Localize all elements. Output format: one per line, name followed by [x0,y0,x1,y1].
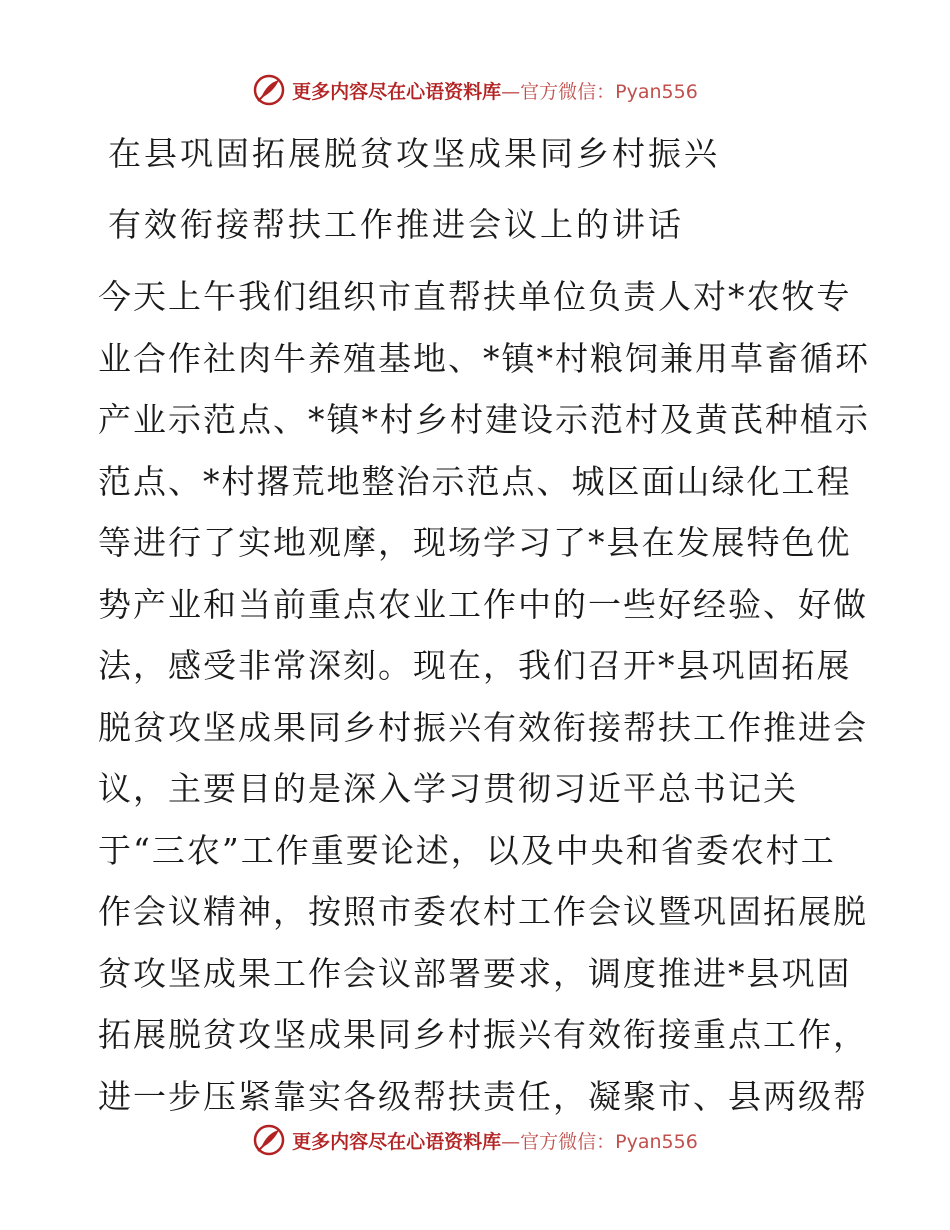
document-title-line-2: 有效衔接帮扶工作推进会议上的讲话 [108,205,684,244]
body-line: 业合作社肉牛养殖基地、*镇*村粮饲兼用草畜循环 [98,338,870,378]
body-line: 作会议精神，按照市委农村工作会议暨巩固拓展脱 [98,892,868,931]
body-line: 势产业和当前重点农业工作中的一些好经验、好做 [98,584,868,624]
body-line: 贫攻坚成果工作会议部署要求，调度推进*县巩固 [98,953,852,993]
body-line: 拓展脱贫攻坚成果同乡村振兴有效衔接重点工作， [98,1015,868,1054]
watermark-text [292,1127,698,1154]
watermark-brand: 更多内容尽在心语资料库 [292,1130,502,1153]
watermark-contact: 官方微信：Pyan556 [520,80,698,103]
watermark-brand: 更多内容尽在心语资料库 [292,80,502,103]
watermark-banner-top [0,70,950,110]
watermark-separator: — [501,1130,521,1153]
document-body [98,274,870,1135]
body-line: 于“三农”工作重要论述，以及中央和省委农村工 [98,830,836,870]
quill-logo-icon [252,1123,286,1157]
watermark-separator: — [501,80,521,103]
quill-logo-icon [252,73,286,107]
body-line: 今天上午我们组织市直帮扶单位负责人对*农牧专 [98,277,852,316]
body-line: 脱贫攻坚成果同乡村振兴有效衔接帮扶工作推进会 [98,707,868,747]
watermark-text [292,77,698,104]
body-line: 范点、*村撂荒地整治示范点、城区面山绿化工程 [98,461,852,501]
body-line: 等进行了实地观摩，现场学习了*县在发展特色优 [98,523,852,562]
body-line: 法，感受非常深刻。现在，我们召开*县巩固拓展 [98,646,852,685]
body-line: 产业示范点、*镇*村乡村建设示范村及黄芪种植示 [98,400,870,439]
document-title-line-1: 在县巩固拓展脱贫攻坚成果同乡村振兴 [108,134,720,173]
watermark-contact: 官方微信：Pyan556 [520,1130,698,1153]
body-line: 进一步压紧靠实各级帮扶责任，凝聚市、县两级帮 [98,1076,868,1116]
body-line: 议，主要目的是深入学习贯彻习近平总书记关 [98,769,798,808]
watermark-banner-bottom [0,1120,950,1160]
